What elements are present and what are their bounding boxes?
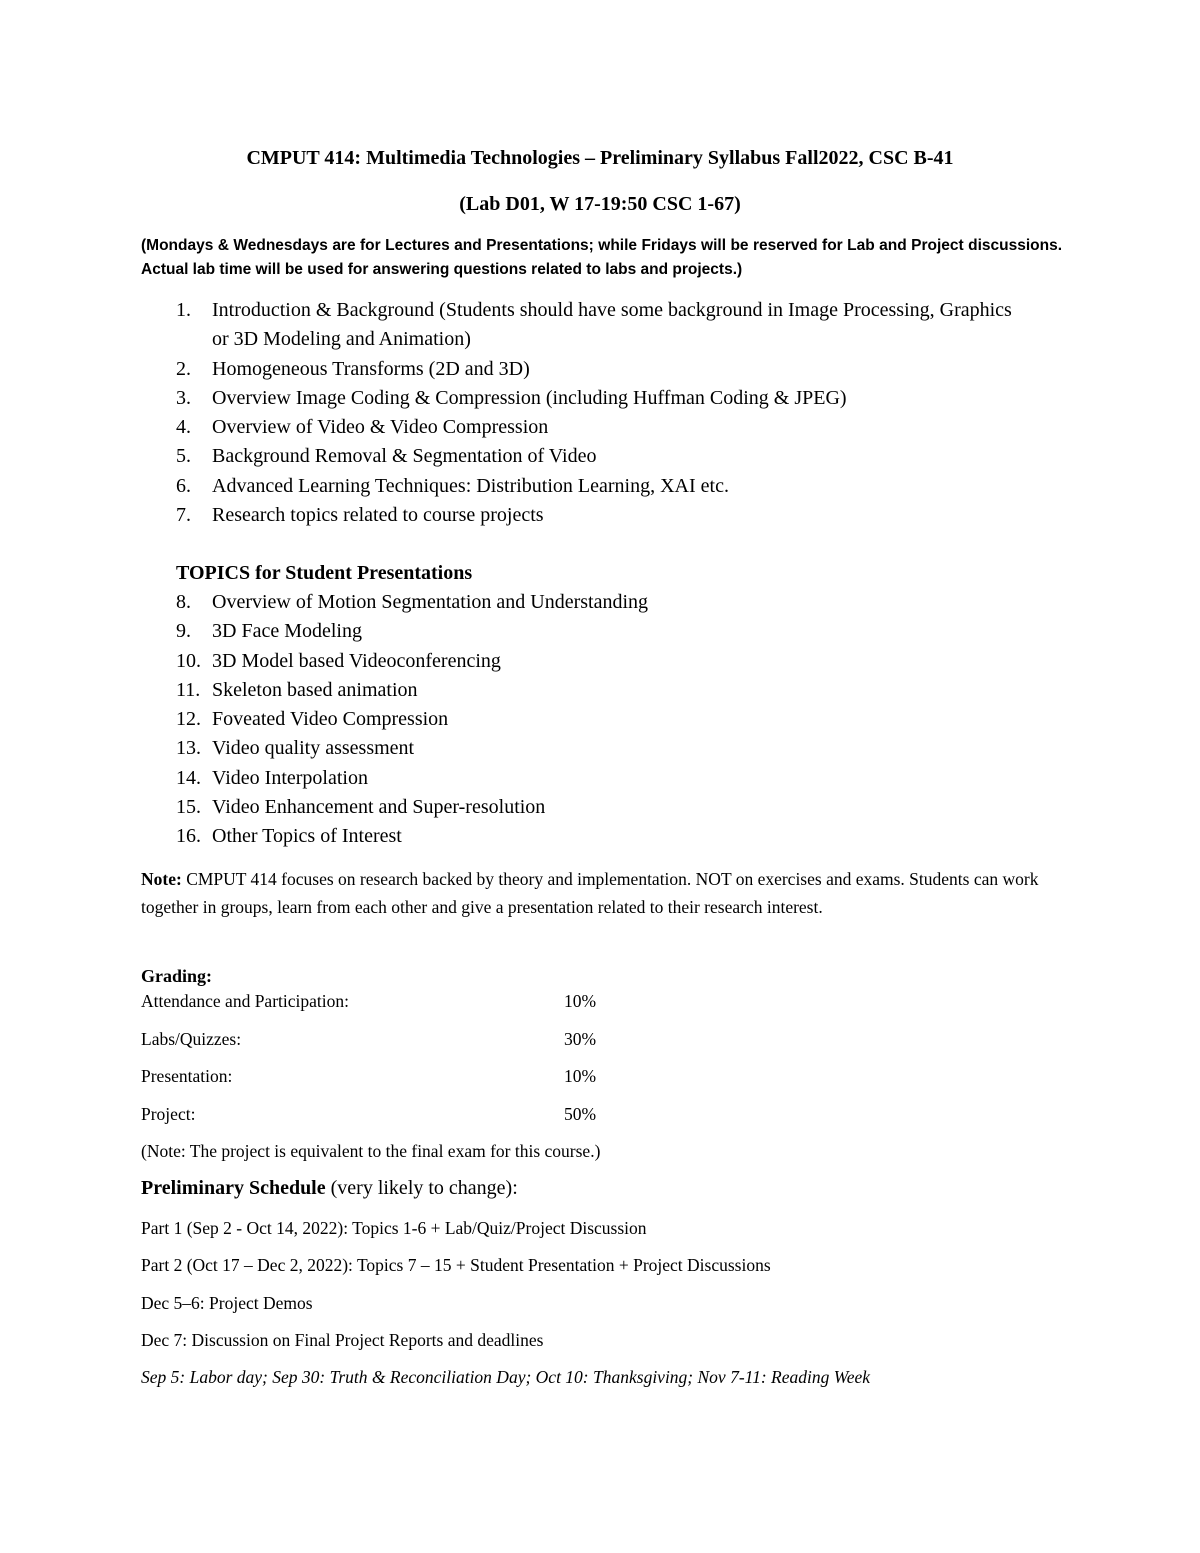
lecture-topics-list (0, 296, 1012, 530)
item-text: Advanced Learning Techniques: Distribution Learning, XAI etc. (212, 474, 729, 497)
item-number: 16. (176, 825, 201, 848)
grading-label: Attendance and Participation: (141, 991, 349, 1011)
schedule-item: Part 2 (Oct 17 – Dec 2, 2022): Topics 7 – 15 + Student Presentation + Project Discussions (141, 1255, 771, 1275)
item-number: 10. (176, 649, 201, 672)
list-item (0, 501, 1012, 530)
list-item (0, 472, 1012, 501)
list-item (0, 705, 1012, 734)
list-item (0, 822, 1012, 851)
list-item (0, 442, 1012, 471)
presentation-topics-heading: TOPICS for Student Presentations (176, 562, 473, 584)
item-number: 9. (176, 620, 191, 643)
item-number: 7. (176, 504, 191, 527)
schedule-heading-suffix: (very likely to change): (325, 1177, 518, 1199)
item-text: Video quality assessment (212, 737, 415, 760)
grading-label: Project: (141, 1104, 196, 1124)
note-text: CMPUT 414 focuses on research backed by theory and implementation. NOT on exercises and exams. Students can work together in groups, learn from each other and give a presentation related to their research interest. (141, 869, 1039, 917)
item-number: 1. (176, 299, 191, 321)
list-item (0, 617, 1012, 646)
list-item (0, 647, 1012, 676)
grading-label: Presentation: (141, 1066, 233, 1086)
item-number: 13. (176, 737, 201, 760)
item-number: 14. (176, 766, 201, 789)
item-text: Overview of Motion Segmentation and Understanding (212, 591, 649, 613)
item-number: 15. (176, 796, 201, 819)
item-text: Foveated Video Compression (212, 708, 449, 731)
list-item (0, 413, 1012, 442)
item-text: Video Interpolation (212, 766, 368, 789)
item-number: 3. (176, 386, 191, 409)
list-item (0, 296, 1012, 355)
list-item (0, 384, 1012, 413)
item-number: 11. (176, 678, 201, 701)
item-number: 4. (176, 416, 191, 439)
lab-info: (Lab D01, W 17-19:50 CSC 1-67) (459, 193, 741, 215)
schedule-heading-label: Preliminary Schedule (141, 1177, 326, 1199)
item-text: Overview of Video & Video Compression (212, 416, 549, 439)
grading-value: 30% (564, 1029, 597, 1049)
schedule-item: Dec 5–6: Project Demos (141, 1293, 313, 1313)
item-number: 5. (176, 445, 191, 468)
item-text: Overview Image Coding & Compression (including Huffman Coding & JPEG) (212, 386, 847, 409)
schedule-notice: (Mondays & Wednesdays are for Lectures and Presentations; while Fridays will be reserved for Lab and Project discussions. Actual lab time will be used for answering questions related to labs and projects.) (141, 237, 1062, 278)
course-note (141, 866, 1041, 921)
grading-value: 50% (564, 1104, 597, 1124)
list-item (0, 764, 1012, 793)
list-item (0, 355, 1012, 384)
grading-label: Labs/Quizzes: (141, 1029, 242, 1049)
item-text: 3D Model based Videoconferencing (212, 649, 501, 672)
presentation-topics-list (0, 588, 1012, 852)
note-label: Note: (141, 869, 182, 889)
grading-footnote: (Note: The project is equivalent to the final exam for this course.) (141, 1141, 601, 1161)
item-number: 6. (176, 474, 191, 497)
item-text: Video Enhancement and Super-resolution (212, 796, 546, 819)
item-number: 2. (176, 357, 191, 380)
list-item (0, 793, 1012, 822)
grading-value: 10% (564, 1066, 597, 1086)
grading-value: 10% (564, 991, 597, 1011)
holidays-line: Sep 5: Labor day; Sep 30: Truth & Reconciliation Day; Oct 10: Thanksgiving; Nov 7-11: Reading Week (141, 1367, 871, 1387)
item-text: Skeleton based animation (212, 678, 418, 701)
list-item (0, 588, 1012, 617)
item-text: Homogeneous Transforms (2D and 3D) (212, 357, 530, 380)
item-number: 12. (176, 708, 201, 731)
list-item (0, 734, 1012, 763)
item-number: 8. (176, 591, 191, 613)
item-text: 3D Face Modeling (212, 620, 362, 643)
document-title: CMPUT 414: Multimedia Technologies – Preliminary Syllabus Fall2022, CSC B-41 (246, 147, 954, 169)
schedule-item: Dec 7: Discussion on Final Project Reports and deadlines (141, 1330, 544, 1350)
item-text: Background Removal & Segmentation of Video (212, 445, 597, 468)
schedule-item: Part 1 (Sep 2 - Oct 14, 2022): Topics 1-6 + Lab/Quiz/Project Discussion (141, 1218, 647, 1238)
item-text: Research topics related to course projects (212, 504, 544, 527)
item-text: Other Topics of Interest (212, 825, 402, 848)
grading-heading: Grading: (141, 966, 213, 986)
list-item (0, 676, 1012, 705)
item-text: Introduction & Background (Students should have some background in Image Processing, Graphics or 3D Modeling and Animation) (212, 299, 1012, 351)
schedule-heading (141, 1176, 518, 1200)
